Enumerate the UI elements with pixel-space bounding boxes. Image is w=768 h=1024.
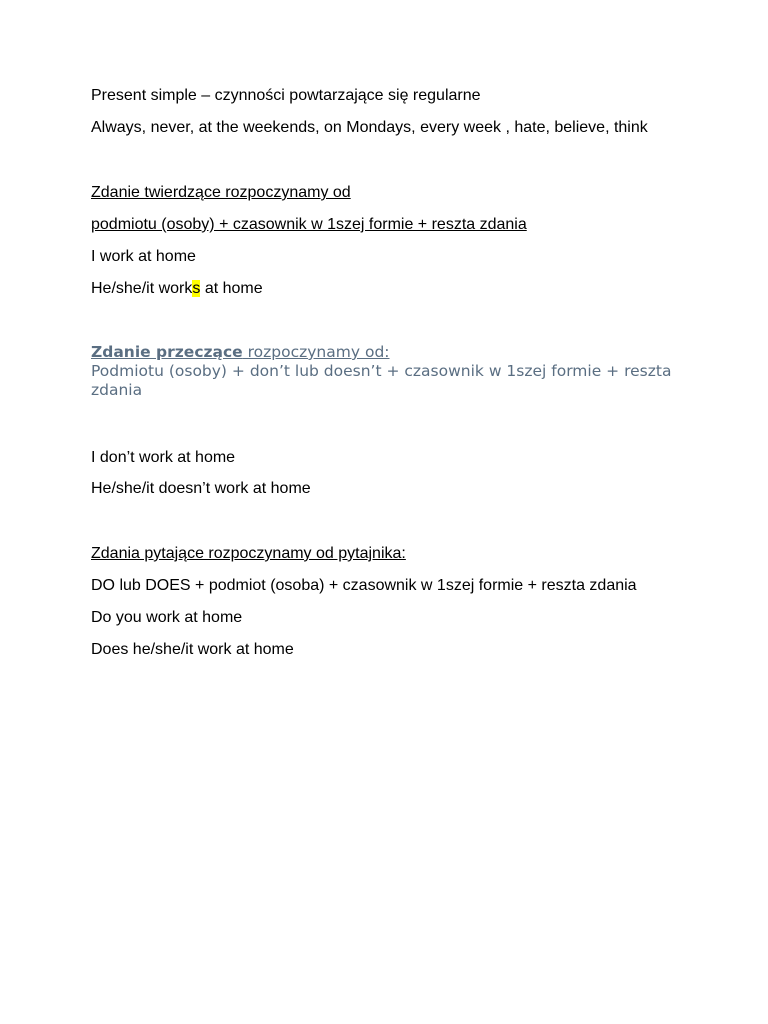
negative-example-2: He/she/it doesn’t work at home <box>91 480 311 497</box>
affirmative-rule: podmiotu (osoby) + czasownik w 1szej formie + reszta zdania <box>91 216 527 233</box>
example-text-end: at home <box>200 280 263 297</box>
highlighted-suffix: s <box>192 280 201 297</box>
negative-rule: Podmiotu (osoby) + don’t lub doesn’t + czasownik w 1szej formie + reszta zdania <box>91 362 672 399</box>
negative-title-bold: Zdanie przeczące <box>91 343 243 361</box>
question-heading: Zdania pytające rozpoczynamy od pytajnika: <box>91 545 406 562</box>
example-text-start: He/she/it work <box>91 280 193 297</box>
intro-line-1: Present simple – czynności powtarzające się regularne <box>91 87 481 104</box>
negative-title-rest: rozpoczynamy od: <box>242 343 390 361</box>
affirmative-example-1: I work at home <box>91 248 196 265</box>
affirmative-example-2 <box>91 279 263 299</box>
negative-example-1: I don’t work at home <box>91 449 236 466</box>
question-example-2: Does he/she/it work at home <box>91 641 294 658</box>
intro-line-2: Always, never, at the weekends, on Mondays, every week , hate, believe, think <box>91 119 648 136</box>
affirmative-heading: Zdanie twierdzące rozpoczynamy od <box>91 184 351 201</box>
question-example-1: Do you work at home <box>91 609 243 626</box>
negative-heading <box>91 343 691 400</box>
question-rule: DO lub DOES + podmiot (osoba) + czasownik w 1szej formie + reszta zdania <box>91 577 637 594</box>
negative-title <box>91 343 691 362</box>
